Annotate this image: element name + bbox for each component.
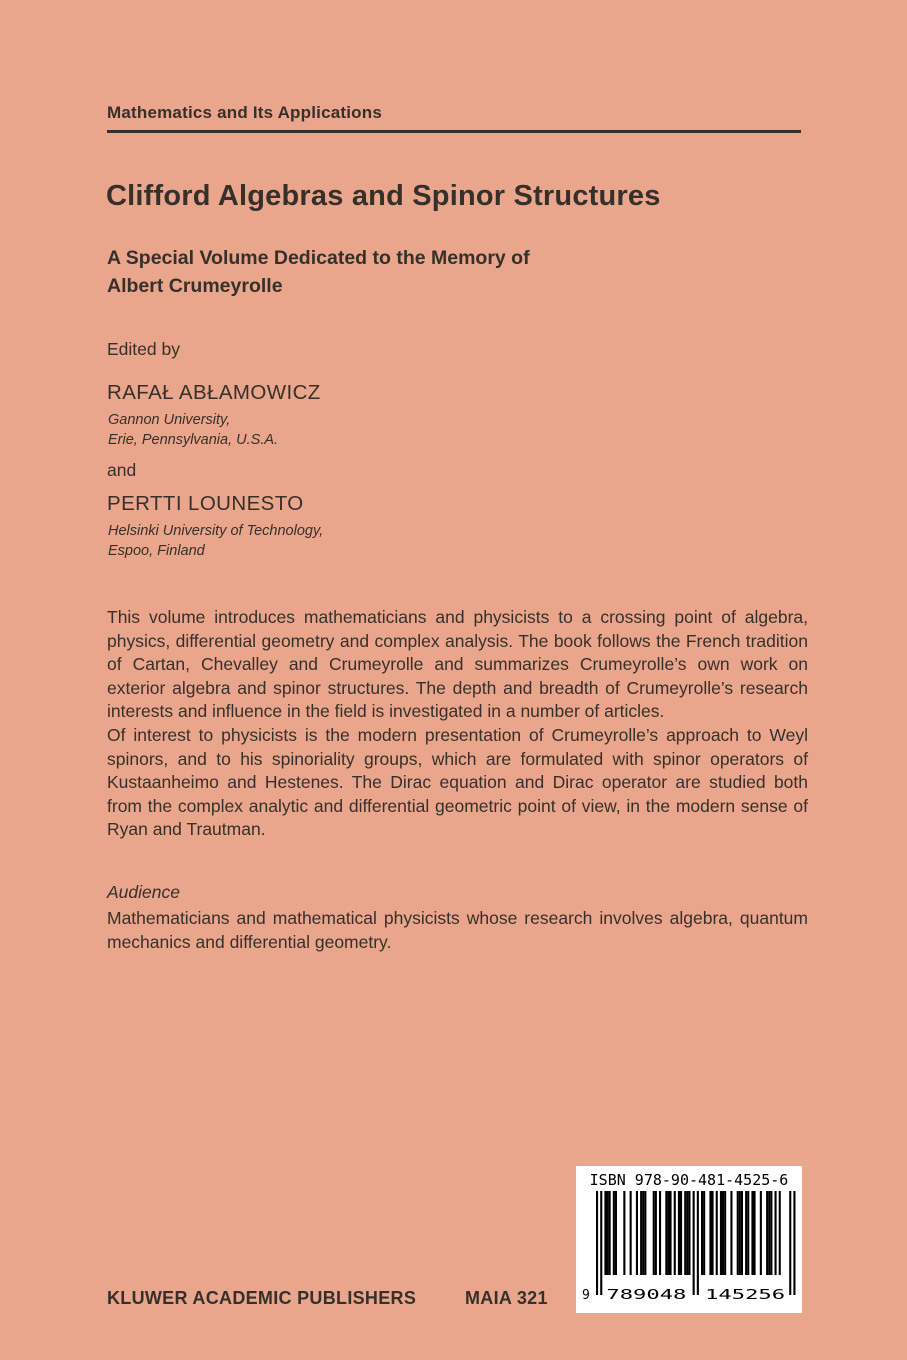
subtitle-line-1: A Special Volume Dedicated to the Memory of (107, 247, 530, 269)
series-code: MAIA 321 (465, 1288, 548, 1308)
edited-by-label: Edited by (107, 339, 180, 359)
editor-2-affiliation-line-1: Helsinki University of Technology, (108, 523, 324, 539)
isbn-barcode-panel (576, 1166, 802, 1313)
editor-1-name: RAFAŁ ABŁAMOWICZ (107, 381, 321, 404)
publisher-name: KLUWER ACADEMIC PUBLISHERS (107, 1288, 417, 1308)
book-subtitle (107, 245, 530, 300)
editor-1-affiliation-line-2: Erie, Pennsylvania, U.S.A. (108, 431, 279, 448)
description-paragraph-2: Of interest to physicists is the modern presentation of Crumeyrolle’s approach to Weyl spinors, and to his spinoriality groups, which are formulated with spinor operators of Kustaanheimo and Hestenes. The Dirac equation and Dirac operator are studied both from the complex analytic and differential geometric point of view, in the modern sense of Ryan and Trautman. (107, 724, 808, 840)
audience-label: Audience (107, 882, 180, 902)
editor-2-affiliation-line-2: Espoo, Finland (108, 542, 205, 559)
editor-1-affiliation (108, 411, 278, 450)
book-description (107, 606, 808, 842)
isbn-number: ISBN 978-90-481-4525-6 (589, 1171, 789, 1189)
svg-text:789048: 789048 (606, 1288, 687, 1303)
divider-rule (107, 130, 801, 133)
svg-text:145256: 145256 (705, 1288, 786, 1303)
editor-1-affiliation-line-1: Gannon University, (108, 412, 231, 428)
audience-text: Mathematicians and mathematical physicists whose research involves algebra, quantum mechanics and differential geometry. (107, 908, 808, 952)
ean13-barcode-icon (582, 1191, 796, 1303)
series-title: Mathematics and Its Applications (107, 103, 382, 122)
subtitle-line-2: Albert Crumeyrolle (107, 274, 283, 297)
editor-2-affiliation (108, 522, 323, 561)
conjunction-and: and (107, 460, 137, 480)
editor-2-name: PERTTI LOUNESTO (107, 492, 304, 515)
description-paragraph-1: This volume introduces mathematicians and physicists to a crossing point of algebra, physics, differential geometry and complex analysis. The book follows the French tradition of Cartan, Chevalley and Crumeyrolle and summarizes Crumeyrolle’s own work on exterior algebra and spinor structures. The depth and breadth of Crumeyrolle’s research interests and influence in the field is investigated in a number of articles. (107, 607, 808, 722)
book-title: Clifford Algebras and Spinor Structures (106, 180, 661, 212)
svg-text:9: 9 (582, 1288, 590, 1303)
